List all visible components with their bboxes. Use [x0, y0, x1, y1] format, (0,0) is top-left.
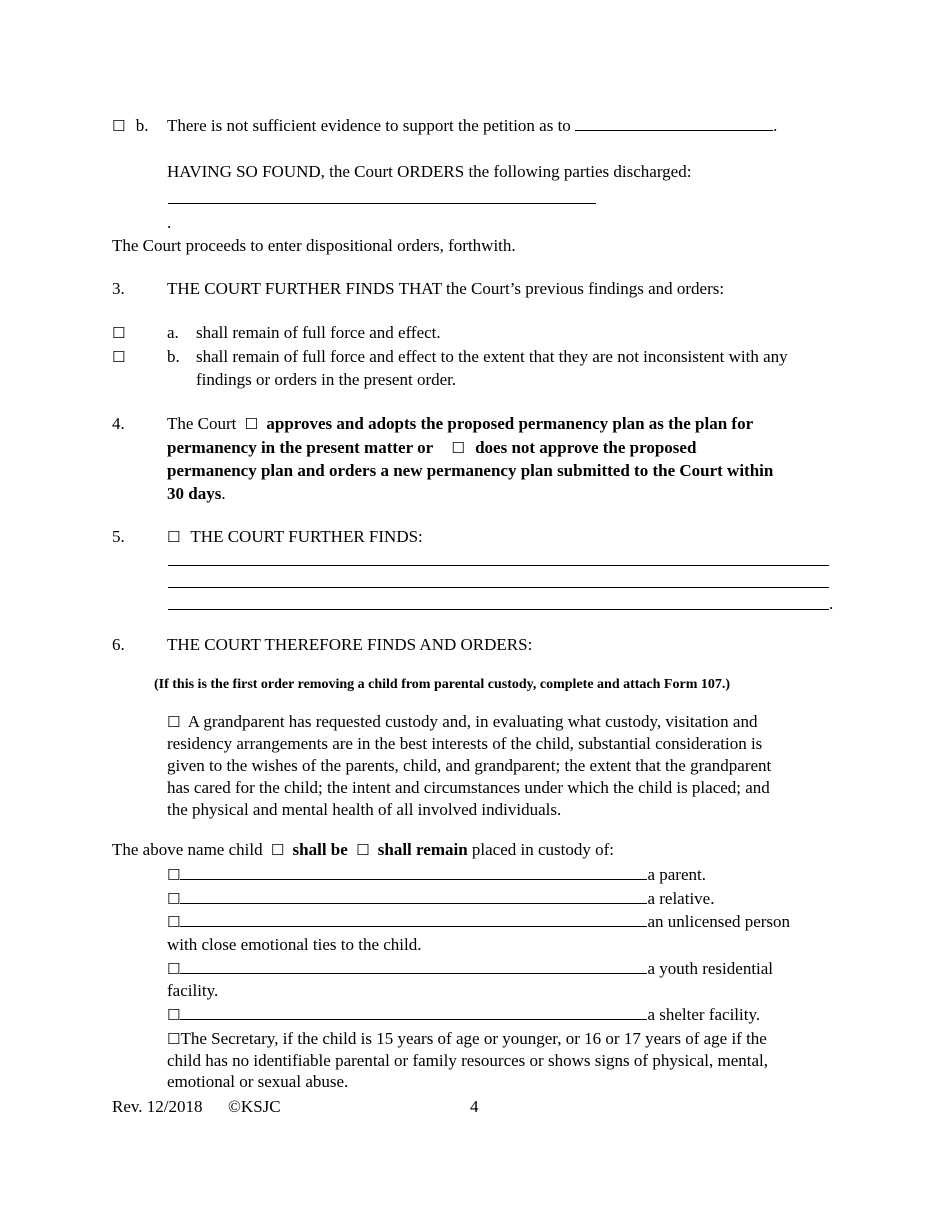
checkbox-reject-plan[interactable]: ☐: [451, 439, 465, 457]
section4-line2: [167, 437, 696, 459]
custody-parent-row: [167, 864, 706, 886]
checkbox-unlicensed[interactable]: ☐: [167, 913, 181, 931]
discharged-parties-line[interactable]: [168, 203, 596, 204]
reject-plan-text-2: permanency plan and orders a new permanency plan submitted to the Court within: [167, 461, 774, 480]
grandparent-text-5: the physical and mental health of all involved individuals.: [167, 800, 562, 819]
checkbox-relative[interactable]: ☐: [167, 890, 181, 908]
item-b-blank[interactable]: [575, 115, 773, 131]
footer-revision: Rev. 12/2018: [112, 1097, 203, 1116]
item-3b-text-1: shall remain of full force and effect to the extent that they are not inconsistent with any: [196, 347, 788, 366]
unlicensed-label-2: with close emotional ties to the child.: [167, 935, 422, 954]
item-3a-text: shall remain of full force and effect.: [196, 323, 441, 342]
having-found-text: HAVING SO FOUND, the Court ORDERS the following parties discharged:: [167, 162, 692, 181]
further-finds-line-3[interactable]: [168, 609, 829, 610]
unlicensed-label-1: an unlicensed person: [647, 912, 791, 931]
item-3a-label: a.: [167, 323, 179, 342]
custody-lead: The above name child: [112, 840, 263, 859]
custody-tail: placed in custody of:: [471, 840, 615, 859]
shelter-label: a shelter facility.: [647, 1005, 761, 1024]
section4-line4: [167, 483, 226, 505]
custody-shelter-row: [167, 1004, 760, 1026]
custody-youth-row: [167, 958, 773, 980]
grandparent-text-4: has cared for the child; the intent and circumstances under which the child is placed; and: [167, 778, 770, 797]
section5-heading-row: [167, 526, 423, 548]
dispositional-text: The Court proceeds to enter dispositional orders, forthwith.: [112, 236, 516, 255]
relative-label: a relative.: [647, 889, 715, 908]
approve-plan-text-2: permanency in the present matter or: [167, 438, 434, 457]
section4-number: 4.: [112, 414, 125, 433]
unlicensed-name-blank[interactable]: [180, 911, 647, 927]
reject-plan-days: 30 days: [167, 484, 222, 503]
grandparent-line-1: [167, 711, 757, 733]
checkbox-further-finds[interactable]: ☐: [167, 528, 181, 546]
item-b-text: There is not sufficient evidence to support the petition as to: [167, 116, 571, 135]
page-number: 4: [470, 1097, 479, 1116]
checkbox-3b[interactable]: [112, 346, 125, 368]
youth-label-2: facility.: [167, 981, 219, 1000]
item-b-label: b.: [135, 116, 149, 135]
shall-be-label: shall be: [292, 840, 348, 859]
section5-number: 5.: [112, 527, 125, 546]
grandparent-text-3: given to the wishes of the parents, child, and grandparent; the extent that the grandparent: [167, 756, 772, 775]
item-3b-text-2: findings or orders in the present order.: [196, 370, 457, 389]
parent-name-blank[interactable]: [180, 864, 647, 880]
custody-relative-row: [167, 888, 714, 910]
parent-label: a parent.: [647, 865, 706, 884]
footer-copyright: ©KSJC: [228, 1097, 281, 1116]
further-finds-line-2[interactable]: [168, 587, 829, 588]
reject-plan-text-1: does not approve the proposed: [475, 438, 697, 457]
custody-lead-row: [112, 839, 614, 861]
youth-label-1: a youth residential: [647, 959, 774, 978]
section4-line1: [167, 413, 753, 435]
checkbox-approve-plan[interactable]: ☐: [244, 415, 259, 433]
further-finds-line-1[interactable]: [168, 565, 829, 566]
checkbox-3a[interactable]: [112, 322, 125, 344]
reject-plan-period: .: [221, 484, 226, 503]
relative-name-blank[interactable]: [180, 888, 647, 904]
item-b-row: [112, 115, 148, 137]
checkbox-grandparent[interactable]: ☐: [167, 713, 181, 731]
item-b-text-row: [167, 115, 777, 137]
checkbox-parent[interactable]: ☐: [167, 866, 181, 884]
section6-number: 6.: [112, 635, 125, 654]
checkbox-item-b[interactable]: ☐: [112, 117, 126, 135]
checkbox-3b-glyph[interactable]: ☐: [112, 348, 126, 366]
youth-facility-blank[interactable]: [180, 958, 647, 974]
custody-secretary-row: [167, 1028, 767, 1050]
grandparent-text-2: residency arrangements are in the best interests of the child, substantial consideration is: [167, 734, 763, 753]
secretary-text-1: The Secretary, if the child is 15 years of age or younger, or 16 or 17 years of age if the: [180, 1029, 767, 1048]
shelter-name-blank[interactable]: [180, 1004, 647, 1020]
checkbox-shall-be[interactable]: ☐: [270, 841, 285, 859]
checkbox-secretary[interactable]: ☐: [167, 1030, 181, 1048]
approve-plan-text-1: approves and adopts the proposed permanency plan as the plan for: [266, 414, 754, 433]
form-107-note: (If this is the first order removing a child from parental custody, complete and attach Form 107.): [154, 677, 731, 692]
further-finds-period: .: [829, 594, 834, 613]
section4-lead: The Court: [167, 414, 237, 433]
custody-unlicensed-row: [167, 911, 790, 933]
secretary-text-3: emotional or sexual abuse.: [167, 1072, 349, 1091]
grandparent-text-1: A grandparent has requested custody and, in evaluating what custody, visitation and: [187, 712, 758, 731]
section6-heading: THE COURT THEREFORE FINDS AND ORDERS:: [167, 635, 533, 654]
secretary-text-2: child has no identifiable parental or family resources or shows signs of physical, mental,: [167, 1051, 768, 1070]
checkbox-shall-remain[interactable]: ☐: [356, 841, 370, 859]
section3-number: 3.: [112, 279, 125, 298]
item-3b-label: b.: [167, 347, 180, 366]
shall-remain-label: shall remain: [377, 840, 468, 859]
discharged-period: .: [167, 213, 172, 232]
section3-heading: THE COURT FURTHER FINDS THAT the Court’s previous findings and orders:: [167, 279, 725, 298]
section5-heading: THE COURT FURTHER FINDS:: [190, 527, 423, 546]
checkbox-shelter[interactable]: ☐: [167, 1006, 181, 1024]
checkbox-3a-glyph[interactable]: ☐: [112, 324, 126, 342]
checkbox-youth-facility[interactable]: ☐: [167, 960, 181, 978]
item-b-period: .: [773, 116, 778, 135]
